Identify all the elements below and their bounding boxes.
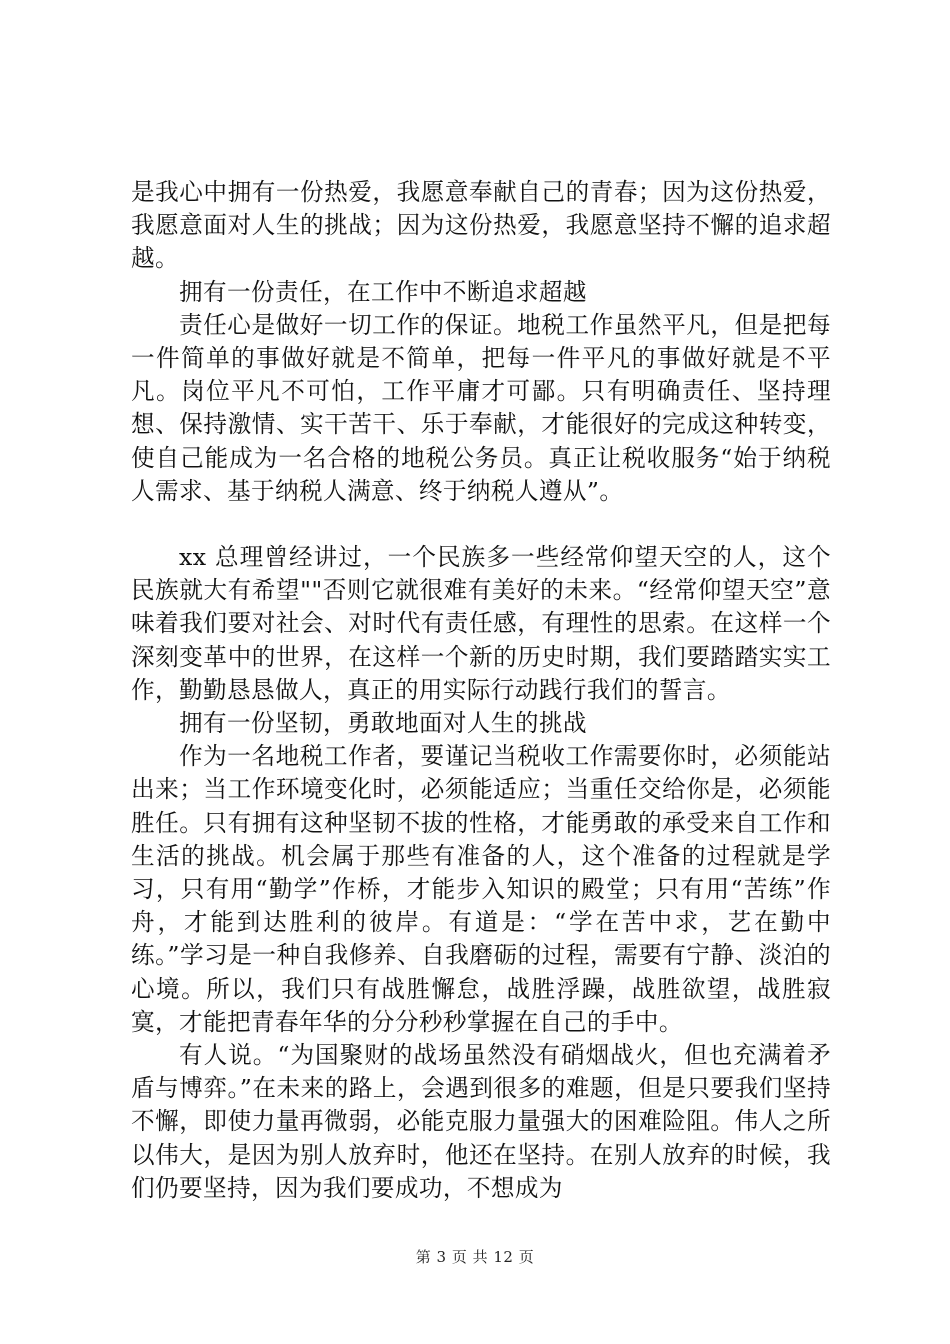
paragraph-tenacity: 作为一名地税工作者，要谨记当税收工作需要你时，必须能站出来；当工作环境变化时，必须能适应；当重任交给你是，必须能胜任。只有拥有这种坚韧不拔的性格，才能勇敢的承受来自工作和生活的挑战。机会属于那些有准备的人，这个准备的过程就是学习，只有用“勤学”作桥，才能步入知识的殿堂；只有用“苦练”作舟，才能到达胜利的彼岸。有道是：“学在苦中求，艺在勤中练。”学习是一种自我修养、自我磨砺的过程，需要有宁静、淡泊的心境。所以，我们只有战胜懈怠，战胜浮躁，战胜欲望，战胜寂寞，才能把青春年华的分分秒秒掌握在自己的手中。 <box>131 742 831 1036</box>
page-number-footer: 第 3 页 共 12 页 <box>415 1248 535 1266</box>
section-heading-tenacity: 拥有一份坚韧，勇敢地面对人生的挑战 <box>179 709 587 738</box>
paragraph-responsibility: 责任心是做好一切工作的保证。地税工作虽然平凡，但是把每一件简单的事做好就是不简单，把每一件平凡的事做好就是不平凡。岗位平凡不可怕，工作平庸才可鄙。只有明确责任、坚持理想、保持激情、实干苦干、乐于奉献，才能很好的完成这种转变，使自己能成为一名合格的地税公务员。真正让税收服务“始于纳税人需求、基于纳税人满意、终于纳税人遵从”。 <box>131 310 831 505</box>
paragraph-continuation: 是我心中拥有一份热爱，我愿意奉献自己的青春；因为这份热爱，我愿意面对人生的挑战；因为这份热爱，我愿意坚持不懈的追求超越。 <box>131 178 831 273</box>
paragraph-persistence: 有人说。“为国聚财的战场虽然没有硝烟战火，但也充满着矛盾与博弈。”在未来的路上，会遇到很多的难题，但是只要我们坚持不懈，即使力量再微弱，必能克服力量强大的困难险阻。伟人之所以伟大，是因为别人放弃时，他还在坚持。在别人放弃的时候，我们仍要坚持，因为我们要成功，不想成为 <box>131 1041 831 1202</box>
paragraph-premier-quote: xx 总理曾经讲过，一个民族多一些经常仰望天空的人，这个民族就大有希望""否则它就很难有美好的未来。“经常仰望天空”意味着我们要对社会、对时代有责任感，有理性的思索。在这样一个深刻变革中的世界，在这样一个新的历史时期，我们要踏踏实实工作，勤勤恳恳做人，真正的用实际行动践行我们的誓言。 <box>131 543 831 704</box>
document-body <box>131 176 831 1205</box>
section-heading-responsibility: 拥有一份责任，在工作中不断追求超越 <box>179 277 587 306</box>
